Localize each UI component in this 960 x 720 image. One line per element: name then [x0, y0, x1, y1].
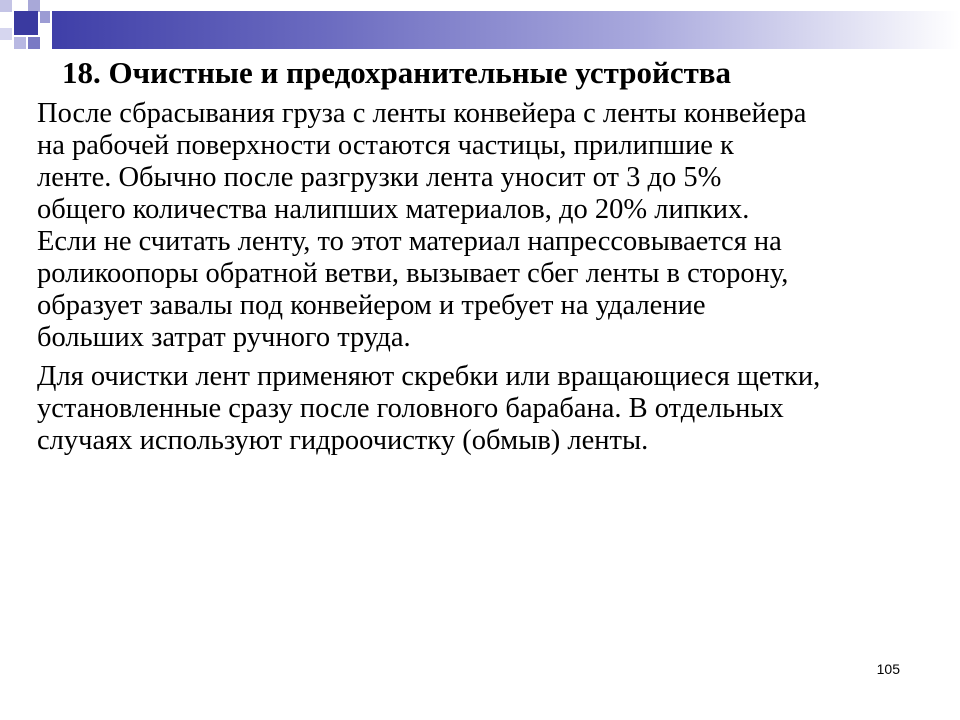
- text-line: ленте. Обычно после разгрузки лента уносит от 3 до 5%: [37, 162, 722, 193]
- text-line: образует завалы под конвейером и требует на удаление: [37, 290, 706, 321]
- decor-square: [0, 14, 12, 26]
- decor-square: [14, 37, 26, 49]
- text-line: больших затрат ручного труда.: [37, 322, 411, 353]
- decor-square: [0, 28, 12, 40]
- decor-square: [0, 0, 12, 12]
- paragraph: [37, 361, 937, 457]
- decor-square: [14, 11, 38, 35]
- slide-title: 18. Очистные и предохранительные устройства: [62, 55, 732, 90]
- text-line: После сбрасывания груза с ленты конвейера с ленты конвейера: [37, 98, 807, 129]
- text-line: общего количества налипших материалов, до 20% липких.: [37, 194, 750, 225]
- decor-square: [40, 11, 50, 23]
- decor-square: [28, 37, 40, 49]
- text-line: Для очистки лент применяют скребки или вращающиеся щетки,: [37, 361, 821, 392]
- page-number: 105: [876, 661, 900, 677]
- text-line: на рабочей поверхности остаются частицы, прилипшие к: [37, 130, 734, 161]
- text-line: случаях используют гидроочистку (обмыв) ленты.: [37, 425, 649, 456]
- paragraph: [37, 98, 937, 354]
- text-line: установленные сразу после головного барабана. В отдельных: [37, 393, 784, 424]
- text-line: роликоопоры обратной ветви, вызывает сбег ленты в сторону,: [37, 258, 789, 289]
- slide-body: [37, 98, 937, 464]
- text-line: Если не считать ленту, то этот материал напрессовывается на: [37, 226, 782, 257]
- header-gradient-bar: [52, 11, 960, 49]
